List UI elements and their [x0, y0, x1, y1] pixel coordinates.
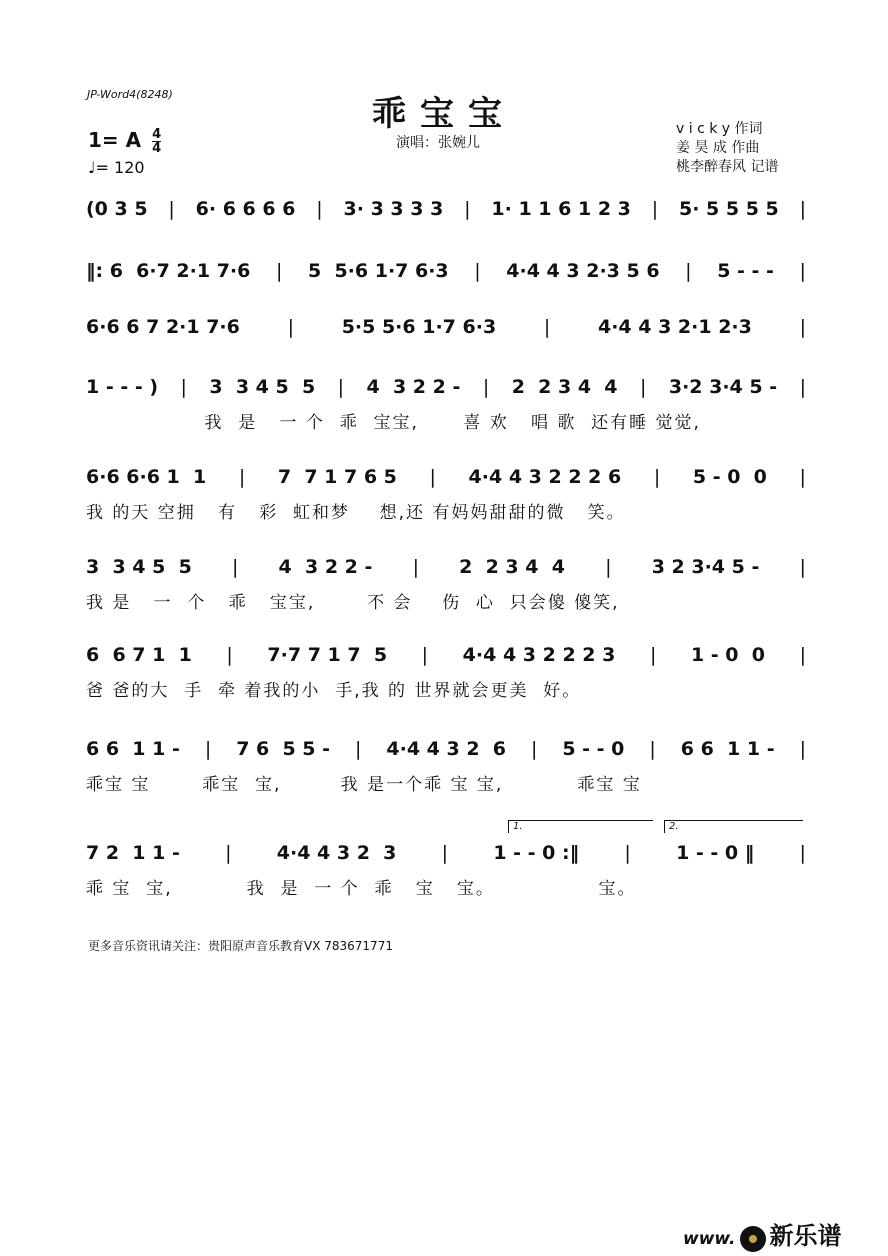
barline: | — [355, 738, 362, 760]
measure: 5 - - 0 — [562, 738, 625, 760]
barline-end: | — [799, 842, 806, 864]
barline: | — [649, 738, 656, 760]
note-line — [86, 640, 806, 670]
measure: 1 - 0 0 — [690, 644, 765, 666]
time-bottom: 4 — [152, 141, 162, 156]
barline: | — [204, 738, 212, 760]
barline-end: | — [799, 466, 806, 488]
measure: 7 7 1 7 6 5 — [277, 466, 397, 488]
barline: | — [275, 260, 283, 282]
barline: | — [337, 376, 345, 398]
barline: | — [464, 198, 471, 220]
note-line — [86, 838, 806, 868]
measure: 6·6 6·6 1 1 — [86, 466, 207, 488]
logo-prefix: www. — [683, 1229, 736, 1249]
measure: 4·4 4 3 2·3 5 6 — [506, 260, 660, 282]
barline: | — [651, 198, 659, 220]
barline: | — [421, 644, 429, 666]
note-line — [86, 312, 806, 342]
measure: 1· 1 1 6 1 2 3 — [491, 198, 631, 220]
volta-second: 2. — [664, 820, 803, 833]
measure: 5· 5 5 5 5 — [678, 198, 779, 220]
measure: 7 6 5 5 - — [236, 738, 331, 760]
lyric-line: 爸 爸的大 手 牵 着我的小 手,我 的 世界就会更美 好。 — [86, 681, 582, 701]
song-title: 乖宝宝 — [372, 94, 516, 134]
credits — [676, 120, 778, 177]
barline: | — [226, 644, 233, 666]
composer-credit: 姜 昊 成 作曲 — [676, 140, 760, 156]
key-label: 1= A — [88, 128, 142, 152]
measure: ‖: 6 6·7 2·1 7·6 — [86, 260, 251, 282]
measure: 5 - - - — [717, 260, 774, 282]
measure: 2 2 3 4 4 — [459, 556, 565, 578]
barline: | — [180, 376, 187, 398]
software-tag: JP-Word4(8248) — [87, 88, 173, 101]
barline: | — [429, 466, 436, 488]
barline-end: | — [799, 376, 806, 398]
footer-note: 更多音乐资讯请关注：贵阳原声音乐教育VX 783671771 — [88, 939, 393, 953]
measure: 5 5·6 1·7 6·3 — [308, 260, 449, 282]
measure: 2 2 3 4 4 — [511, 376, 618, 398]
measure: 3· 3 3 3 3 — [343, 198, 444, 220]
barline: | — [482, 376, 490, 398]
barline-end: | — [799, 260, 806, 282]
measure: (0 3 5 — [86, 198, 148, 220]
note-line — [86, 462, 806, 492]
measure: 4·4 4 3 2·1 2·3 — [597, 316, 752, 338]
barline-end: | — [799, 316, 806, 338]
measure: 6 6 7 1 1 — [86, 644, 192, 666]
lyricist-credit: v i c k y 作词 — [676, 121, 763, 137]
measure: 6 6 1 1 - — [680, 738, 775, 760]
measure: 3 3 4 5 5 — [86, 556, 192, 578]
record-disc-icon — [740, 1226, 766, 1252]
measure: 4·4 4 3 2 2 2 6 — [468, 466, 622, 488]
measure: 7·7 7 1 7 5 — [267, 644, 388, 666]
measure: 4·4 4 3 2 6 — [386, 738, 506, 760]
measure: 1 - - - ) — [86, 376, 159, 398]
transcriber-credit: 桃李醉春风 记谱 — [676, 159, 779, 175]
barline: | — [316, 198, 323, 220]
measure: 4 3 2 2 - — [366, 376, 461, 398]
time-signature — [152, 128, 161, 155]
measure: 5·5 5·6 1·7 6·3 — [341, 316, 497, 338]
note-line — [86, 734, 806, 764]
measure: 4·4 4 3 2 2 2 3 — [462, 644, 616, 666]
barline: | — [649, 644, 657, 666]
barline: | — [474, 260, 481, 282]
measure: 4 3 2 2 - — [278, 556, 373, 578]
barline-end: | — [799, 738, 806, 760]
lyric-line: 我 是 一 个 乖 宝宝, 不 会 伤 心 只会傻 傻笑, — [86, 593, 620, 613]
singer-credit: 演唱：张婉儿 — [396, 135, 480, 151]
barline: | — [605, 556, 612, 578]
barline: | — [441, 842, 449, 864]
barline-end: | — [799, 644, 806, 666]
lyric-line: 我 是 一 个 乖 宝宝, 喜 欢 唱 歌 还有睡 觉觉, — [86, 413, 701, 433]
barline: | — [225, 842, 232, 864]
barline: | — [624, 842, 631, 864]
barline-end: | — [799, 198, 806, 220]
barline: | — [287, 316, 294, 338]
barline: | — [653, 466, 661, 488]
measure: 1 - - 0 :‖ — [493, 842, 580, 864]
barline: | — [412, 556, 419, 578]
barline: | — [685, 260, 692, 282]
note-line — [86, 372, 806, 402]
note-line — [86, 194, 806, 224]
measure: 6 6 1 1 - — [86, 738, 180, 760]
measure: 5 - 0 0 — [692, 466, 767, 488]
barline: | — [231, 556, 239, 578]
measure: 4·4 4 3 2 3 — [276, 842, 397, 864]
barline: | — [639, 376, 647, 398]
barline: | — [238, 466, 246, 488]
volta-first: 1. — [508, 820, 653, 833]
note-line — [86, 552, 806, 582]
lyric-line: 乖宝 宝 乖宝 宝, 我 是一个乖 宝 宝, 乖宝 宝 — [86, 775, 642, 795]
measure: 7 2 1 1 - — [86, 842, 180, 864]
measure: 3 2 3·4 5 - — [651, 556, 760, 578]
logo-brand: 新乐谱 — [769, 1221, 842, 1250]
lyric-line: 我 的天 空拥 有 彩 虹和梦 想,还 有妈妈甜甜的微 笑。 — [86, 503, 626, 523]
measure: 6· 6 6 6 6 — [195, 198, 296, 220]
measure: 6·6 6 7 2·1 7·6 — [86, 316, 240, 338]
barline-end: | — [799, 556, 806, 578]
site-logo[interactable] — [683, 1216, 842, 1252]
barline: | — [543, 316, 551, 338]
barline: | — [530, 738, 538, 760]
key-signature — [88, 128, 161, 155]
barline: | — [168, 198, 175, 220]
lyric-line: 乖 宝 宝, 我 是 一 个 乖 宝 宝。 宝。 — [86, 879, 637, 899]
tempo-marking: ♩= 120 — [88, 158, 145, 177]
measure: 3 3 4 5 5 — [209, 376, 316, 398]
measure: 1 - - 0 ‖ — [676, 842, 755, 864]
measure: 3·2 3·4 5 - — [668, 376, 778, 398]
time-top: 4 — [152, 127, 162, 142]
note-line — [86, 256, 806, 286]
